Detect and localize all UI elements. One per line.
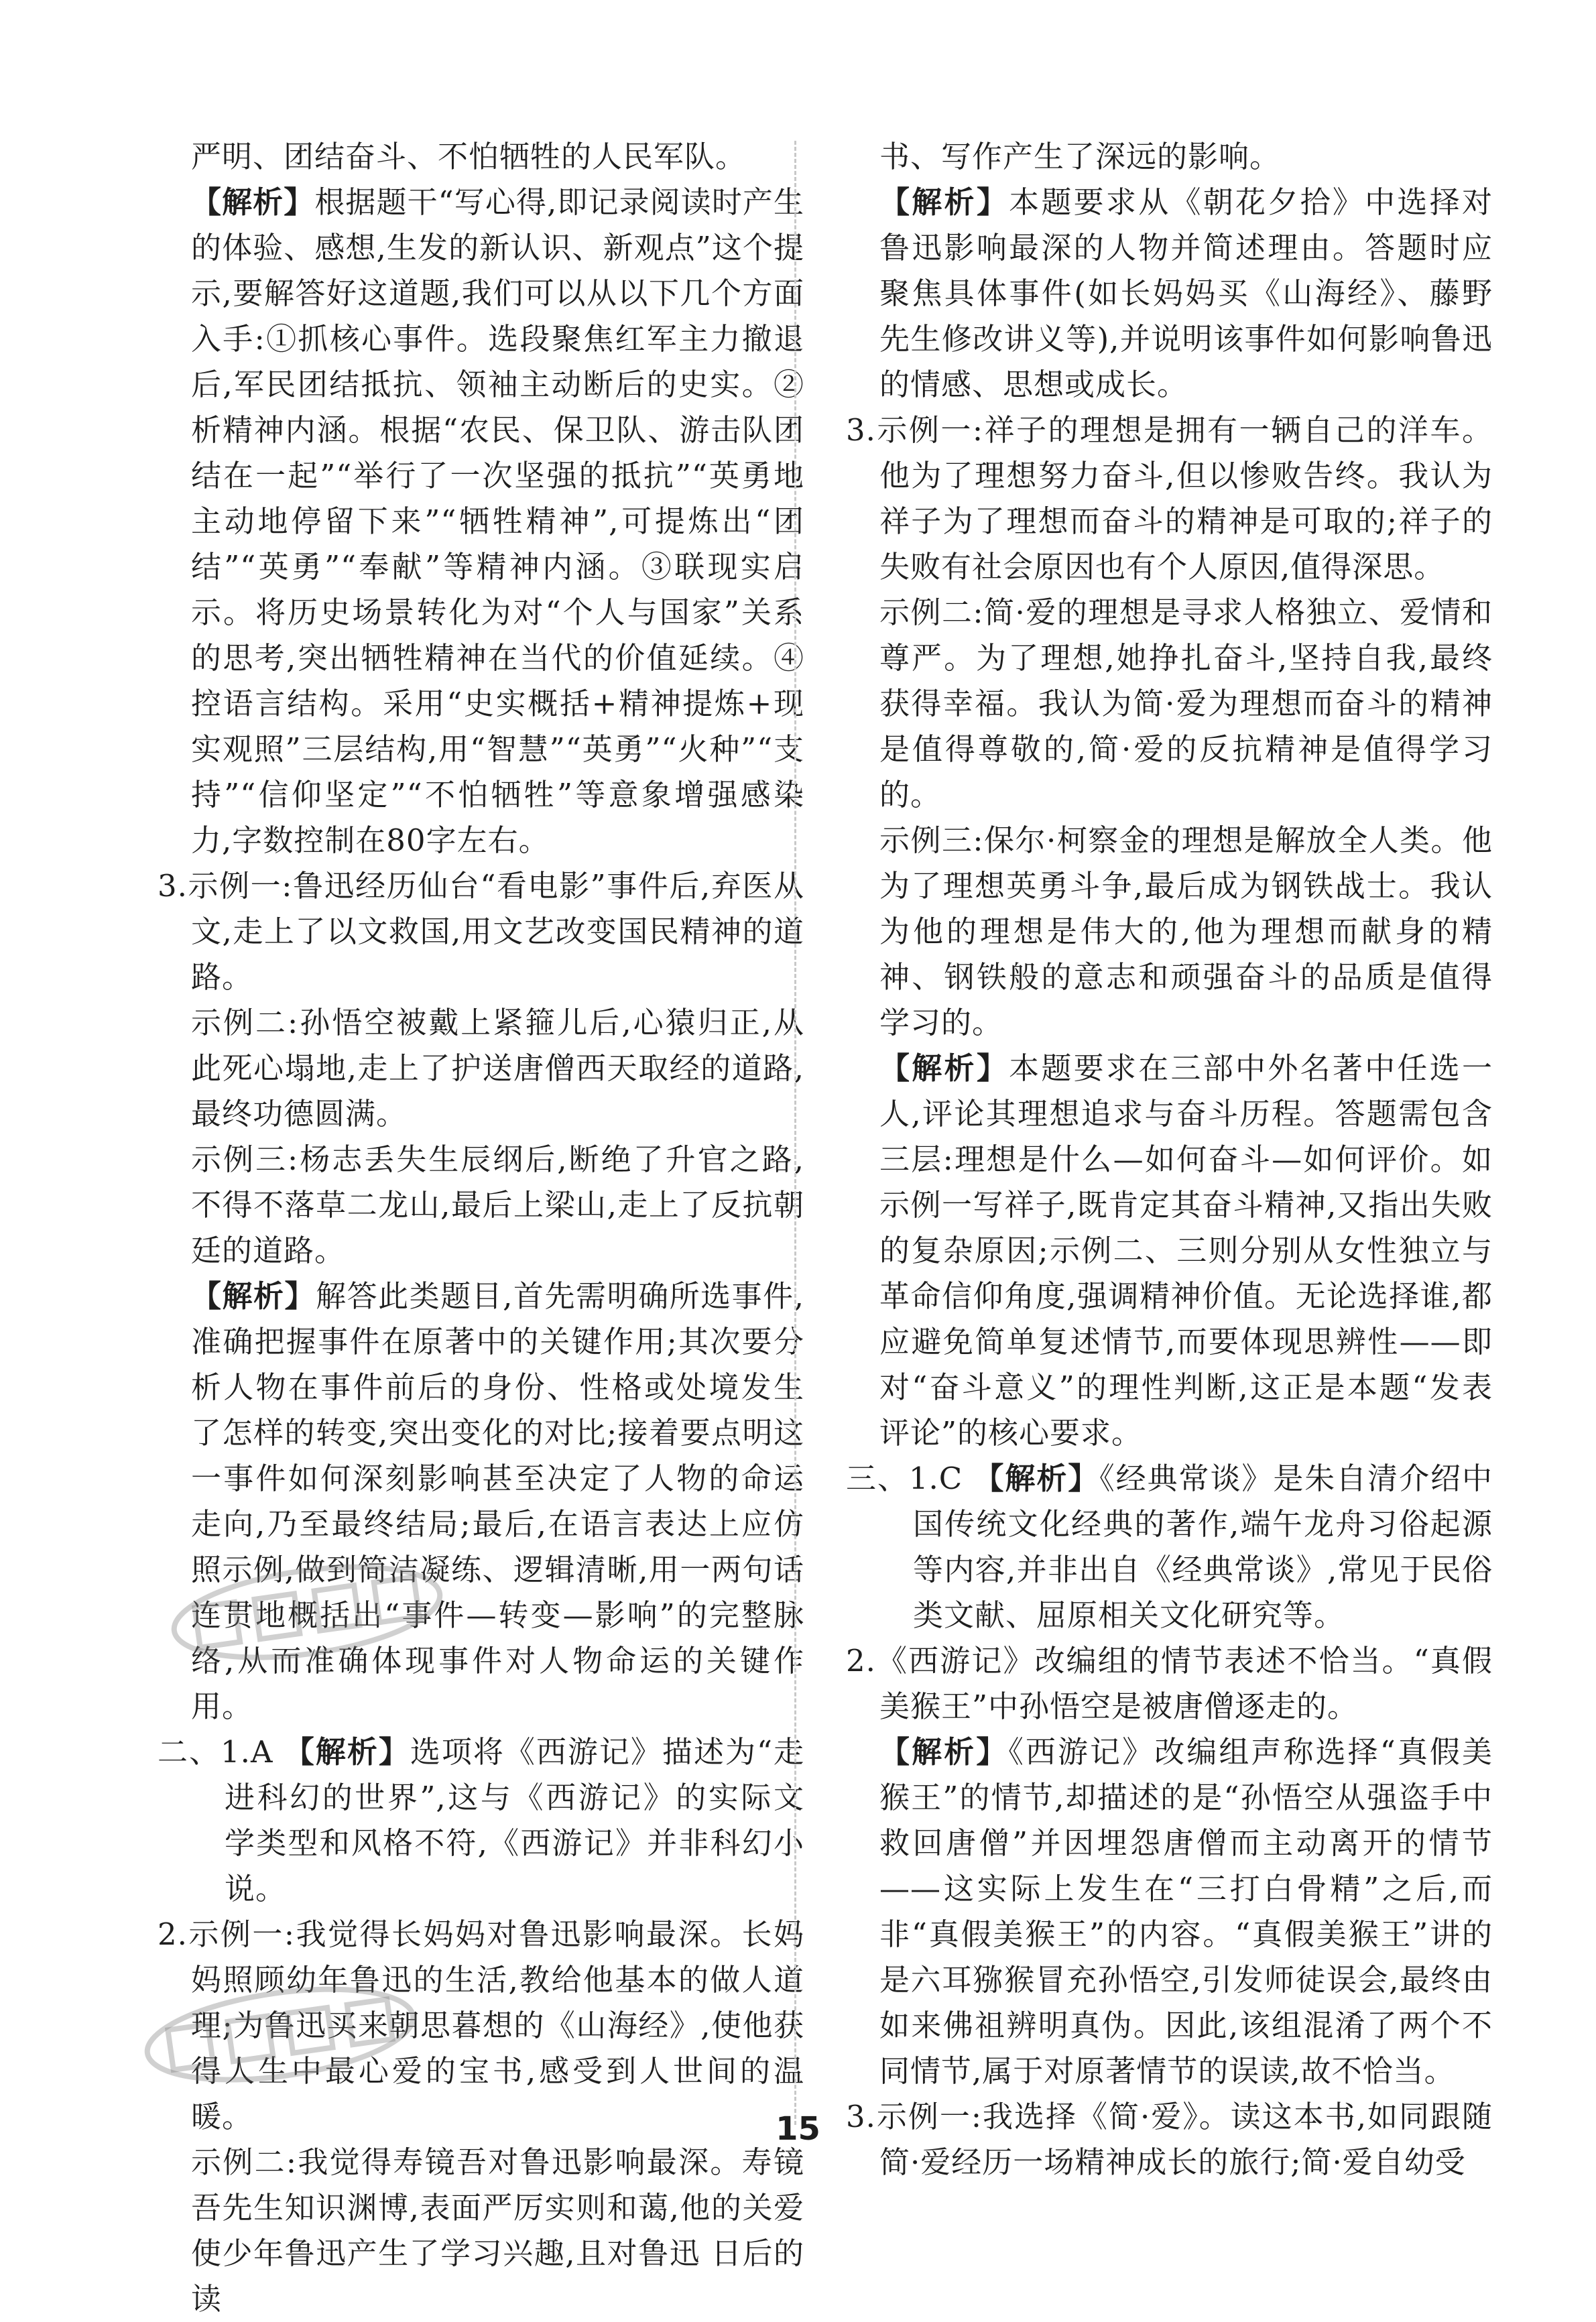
right-answer-3: 3.示例一:祥子的理想是拥有一辆自己的洋车。他为了理想努力奋斗,但以惨败告终。我认为祥子为了理想而奋斗的精神是可取的;祥子的失败有社会原因也有个人原因,值得深思。 — [846, 412, 1493, 585]
section-2-answer-1 — [158, 1729, 804, 1912]
analysis-label: 【解析】 — [191, 1278, 316, 1314]
analysis-text: 《西游记》改编组声称选择“真假美猴王”的情节,却描述的是“孙悟空从强盗手中救回唐僧”并因埋怨唐僧而主动离开的情节——这实际上发生在“三打白骨精”之后,而非“真假美猴王”的内容。“真假美猴王”讲的是六耳猕猴冒充孙悟空,引发师徒误会,最终由如来佛祖辨明真伪。因此,该组混淆了两个不同情节,属于对原著情节的误读,故不恰当。 — [879, 1734, 1493, 2089]
analysis-text: 本题要求从《朝花夕拾》中选择对鲁迅影响最深的人物并简述理由。答题时应聚焦具体事件(如长妈妈买《山海经》、藤野先生修改讲义等),并说明该事件如何影响鲁迅的情感、思想或成长。 — [879, 184, 1493, 402]
left-analysis-1 — [158, 180, 804, 863]
right-paragraph-1: 书、写作产生了深远的影响。 — [879, 139, 1281, 174]
analysis-label: 【解析】 — [973, 1461, 1100, 1496]
right-example-2: 示例二:简·爱的理想是寻求人格独立、爱情和尊严。为了理想,她挣扎奋斗,坚持自我,最终获得幸福。我认为简·爱为理想而奋斗的精神是值得尊敬的,简·爱的反抗精神是值得学习的。 — [879, 595, 1493, 812]
right-analysis-2 — [846, 1046, 1493, 1456]
analysis-text: 选项将《西游记》描述为“走进科幻的世界”,这与《西游记》的实际文学类型和风格不符,《西游记》并非科幻小说。 — [225, 1734, 804, 1906]
answer-number: 三、1.C — [846, 1461, 963, 1496]
right-analysis-1 — [846, 180, 1493, 408]
analysis-text: 解答此类题目,首先需明确所选事件,准确把握事件在原著中的关键作用;其次要分析人物在事件前后的身份、性格或处境发生了怎样的转变,突出变化的对比;接着要点明这一事件如何深刻影响甚至决定了人物的命运走向,乃至最终结局;最后,在语言表达上应仿照示例,做到简洁凝练、逻辑清晰,用一两句话连贯地概括出“事件—转变—影响”的完整脉络,从而准确体现事件对人物命运的关键作用。 — [191, 1278, 804, 1724]
section-3-answer-2: 2.《西游记》改编组的情节表述不恰当。“真假美猴王”中孙悟空是被唐僧逐走的。 — [846, 1643, 1493, 1724]
analysis-text: 根据题干“写心得,即记录阅读时产生的体验、感想,生发的新认识、新观点”这个提示,要解答好这道题,我们可以从以下几个方面入手:①抓核心事件。选段聚焦红军主力撤退后,军民团结抵抗、领袖主动断后的史实。②析精神内涵。根据“农民、保卫队、游击队团结在一起”“举行了一次坚强的抵抗”“英勇地主动地停留下来”“牺牲精神”,可提炼出“团结”“英勇”“奉献”等精神内涵。③联现实启示。将历史场景转化为对“个人与国家”关系的思考,突出牺牲精神在当代的价值延续。④控语言结构。采用“史实概括+精神提炼+现实观照”三层结构,用“智慧”“英勇”“火种”“支持”“信仰坚定”“不怕牺牲”等意象增强感染力,字数控制在80字左右。 — [191, 184, 804, 858]
page-number: 15 — [776, 2110, 820, 2148]
analysis-label: 【解析】 — [284, 1734, 410, 1770]
left-answer-3: 3.示例一:鲁迅经历仙台“看电影”事件后,弃医从文,走上了以文救国,用文艺改变国民精神的道路。 — [158, 868, 804, 995]
analysis-label: 【解析】 — [879, 184, 1009, 220]
analysis-text: 《经典常谈》是朱自清介绍中国传统文化经典的著作,端午龙舟习俗起源等内容,并非出自《经典常谈》,常见于民俗类文献、屈原相关文化研究等。 — [913, 1461, 1493, 1633]
section-2-answer-2: 2.示例一:我觉得长妈妈对鲁迅影响最深。长妈妈照顾幼年鲁迅的生活,教给他基本的做人道理;为鲁迅买来朝思暮想的《山海经》,使他获得人生中最心爱的宝书,感受到人世间的温暖。 — [158, 1916, 804, 2134]
right-column — [846, 134, 1493, 2185]
right-example-3: 示例三:保尔·柯察金的理想是解放全人类。他为了理想英勇斗争,最后成为钢铁战士。我认为他的理想是伟大的,他为理想而献身的精神、钢铁般的意志和顽强奋斗的品质是值得学习的。 — [879, 822, 1493, 1040]
analysis-label: 【解析】 — [879, 1734, 1009, 1770]
section-3-answer-3: 3.示例一:我选择《简·爱》。读这本书,如同跟随简·爱经历一场精神成长的旅行;简·爱自幼受 — [846, 2099, 1493, 2180]
left-example-3: 示例三:杨志丢失生辰纲后,断绝了升官之路,不得不落草二龙山,最后上梁山,走上了反抗朝廷的道路。 — [191, 1142, 804, 1268]
analysis-label: 【解析】 — [879, 1050, 1009, 1086]
left-example-last: 示例二:我觉得寿镜吾对鲁迅影响最深。寿镜吾先生知识渊博,表面严厉实则和蔼,他的关爱使少年鲁迅产生了学习兴趣,且对鲁迅 日后的读 — [191, 2144, 804, 2317]
left-paragraph-1: 严明、团结奋斗、不怕牺牲的人民军队。 — [191, 139, 747, 174]
column-divider — [794, 141, 796, 2125]
answer-number: 二、1.A — [158, 1734, 273, 1770]
left-example-2: 示例二:孙悟空被戴上紧箍儿后,心猿归正,从此死心塌地,走上了护送唐僧西天取经的道路,最终功德圆满。 — [191, 1005, 804, 1132]
analysis-text: 本题要求在三部中外名著中任选一人,评论其理想追求与奋斗历程。答题需包含三层:理想是什么—如何奋斗—如何评价。如示例一写祥子,既肯定其奋斗精神,又指出失败的复杂原因;示例二、三则分别从女性独立与革命信仰角度,强调精神价值。无论选择谁,都应避免简单复述情节,而要体现思辨性——即对“奋斗意义”的理性判断,这正是本题“发表评论”的核心要求。 — [879, 1050, 1493, 1451]
section-3-answer-1 — [846, 1456, 1493, 1638]
right-analysis-3 — [846, 1729, 1493, 2094]
analysis-label: 【解析】 — [191, 184, 315, 220]
